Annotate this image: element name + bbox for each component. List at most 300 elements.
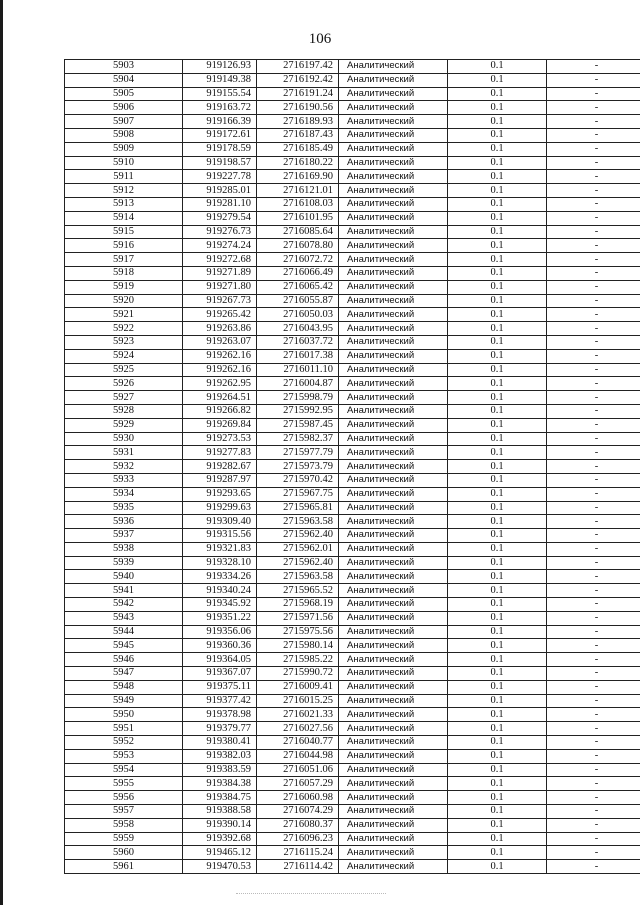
x-coordinate-cell: 919315.56 <box>183 529 257 543</box>
y-coordinate-cell: 2715987.45 <box>257 418 339 432</box>
method-cell: Аналитический <box>339 653 448 667</box>
x-coordinate-cell: 919262.16 <box>183 363 257 377</box>
x-coordinate-cell: 919364.05 <box>183 653 257 667</box>
note-cell: - <box>547 542 640 556</box>
accuracy-cell: 0.1 <box>448 377 547 391</box>
table-row <box>65 749 640 763</box>
y-coordinate-cell: 2716096.23 <box>257 832 339 846</box>
point-number-cell: 5921 <box>65 308 183 322</box>
note-cell: - <box>547 749 640 763</box>
table-row <box>65 239 640 253</box>
accuracy-cell: 0.1 <box>448 667 547 681</box>
note-cell: - <box>547 473 640 487</box>
x-coordinate-cell: 919279.54 <box>183 211 257 225</box>
method-cell: Аналитический <box>339 101 448 115</box>
note-cell: - <box>547 73 640 87</box>
y-coordinate-cell: 2715962.01 <box>257 542 339 556</box>
note-cell: - <box>547 266 640 280</box>
note-cell: - <box>547 170 640 184</box>
note-cell: - <box>547 529 640 543</box>
note-cell: - <box>547 404 640 418</box>
method-cell: Аналитический <box>339 860 448 874</box>
accuracy-cell: 0.1 <box>448 749 547 763</box>
table-row <box>65 529 640 543</box>
note-cell: - <box>547 556 640 570</box>
point-number-cell: 5923 <box>65 335 183 349</box>
point-number-cell: 5911 <box>65 170 183 184</box>
point-number-cell: 5943 <box>65 611 183 625</box>
method-cell: Аналитический <box>339 556 448 570</box>
x-coordinate-cell: 919378.98 <box>183 708 257 722</box>
y-coordinate-cell: 2715963.58 <box>257 515 339 529</box>
point-number-cell: 5905 <box>65 87 183 101</box>
y-coordinate-cell: 2716040.77 <box>257 736 339 750</box>
method-cell: Аналитический <box>339 322 448 336</box>
point-number-cell: 5926 <box>65 377 183 391</box>
method-cell: Аналитический <box>339 418 448 432</box>
accuracy-cell: 0.1 <box>448 460 547 474</box>
note-cell: - <box>547 349 640 363</box>
method-cell: Аналитический <box>339 266 448 280</box>
scan-artifact <box>236 893 386 896</box>
note-cell: - <box>547 460 640 474</box>
accuracy-cell: 0.1 <box>448 515 547 529</box>
table-row <box>65 708 640 722</box>
accuracy-cell: 0.1 <box>448 584 547 598</box>
accuracy-cell: 0.1 <box>448 253 547 267</box>
point-number-cell: 5959 <box>65 832 183 846</box>
left-margin-rule <box>0 0 3 905</box>
x-coordinate-cell: 919149.38 <box>183 73 257 87</box>
note-cell: - <box>547 680 640 694</box>
x-coordinate-cell: 919265.42 <box>183 308 257 322</box>
x-coordinate-cell: 919360.36 <box>183 639 257 653</box>
x-coordinate-cell: 919271.89 <box>183 266 257 280</box>
table-row <box>65 653 640 667</box>
table-row <box>65 818 640 832</box>
method-cell: Аналитический <box>339 349 448 363</box>
x-coordinate-cell: 919271.80 <box>183 280 257 294</box>
y-coordinate-cell: 2716065.42 <box>257 280 339 294</box>
point-number-cell: 5941 <box>65 584 183 598</box>
note-cell: - <box>547 805 640 819</box>
note-cell: - <box>547 294 640 308</box>
point-number-cell: 5940 <box>65 570 183 584</box>
point-number-cell: 5957 <box>65 805 183 819</box>
accuracy-cell: 0.1 <box>448 418 547 432</box>
table-row <box>65 156 640 170</box>
method-cell: Аналитический <box>339 115 448 129</box>
table-row <box>65 860 640 874</box>
note-cell: - <box>547 142 640 156</box>
y-coordinate-cell: 2716037.72 <box>257 335 339 349</box>
accuracy-cell: 0.1 <box>448 432 547 446</box>
point-number-cell: 5952 <box>65 736 183 750</box>
point-number-cell: 5936 <box>65 515 183 529</box>
x-coordinate-cell: 919285.01 <box>183 184 257 198</box>
y-coordinate-cell: 2715971.56 <box>257 611 339 625</box>
table-row <box>65 791 640 805</box>
table-row <box>65 777 640 791</box>
table-row <box>65 611 640 625</box>
y-coordinate-cell: 2716017.38 <box>257 349 339 363</box>
y-coordinate-cell: 2715970.42 <box>257 473 339 487</box>
point-number-cell: 5960 <box>65 846 183 860</box>
y-coordinate-cell: 2715965.81 <box>257 501 339 515</box>
note-cell: - <box>547 515 640 529</box>
method-cell: Аналитический <box>339 128 448 142</box>
table-row <box>65 322 640 336</box>
point-number-cell: 5904 <box>65 73 183 87</box>
method-cell: Аналитический <box>339 791 448 805</box>
method-cell: Аналитический <box>339 335 448 349</box>
method-cell: Аналитический <box>339 363 448 377</box>
note-cell: - <box>547 598 640 612</box>
note-cell: - <box>547 128 640 142</box>
table-row <box>65 253 640 267</box>
point-number-cell: 5913 <box>65 197 183 211</box>
method-cell: Аналитический <box>339 749 448 763</box>
x-coordinate-cell: 919328.10 <box>183 556 257 570</box>
accuracy-cell: 0.1 <box>448 101 547 115</box>
table-row <box>65 473 640 487</box>
y-coordinate-cell: 2715998.79 <box>257 391 339 405</box>
table-row <box>65 446 640 460</box>
table-row <box>65 115 640 129</box>
note-cell: - <box>547 667 640 681</box>
point-number-cell: 5922 <box>65 322 183 336</box>
x-coordinate-cell: 919384.75 <box>183 791 257 805</box>
y-coordinate-cell: 2716190.56 <box>257 101 339 115</box>
point-number-cell: 5932 <box>65 460 183 474</box>
accuracy-cell: 0.1 <box>448 128 547 142</box>
point-number-cell: 5927 <box>65 391 183 405</box>
method-cell: Аналитический <box>339 598 448 612</box>
point-number-cell: 5935 <box>65 501 183 515</box>
table-row <box>65 294 640 308</box>
method-cell: Аналитический <box>339 777 448 791</box>
table-row <box>65 349 640 363</box>
table-row <box>65 101 640 115</box>
table-row <box>65 722 640 736</box>
method-cell: Аналитический <box>339 487 448 501</box>
y-coordinate-cell: 2716085.64 <box>257 225 339 239</box>
y-coordinate-cell: 2716011.10 <box>257 363 339 377</box>
method-cell: Аналитический <box>339 253 448 267</box>
x-coordinate-cell: 919272.68 <box>183 253 257 267</box>
table-row <box>65 460 640 474</box>
y-coordinate-cell: 2715992.95 <box>257 404 339 418</box>
point-number-cell: 5931 <box>65 446 183 460</box>
x-coordinate-cell: 919340.24 <box>183 584 257 598</box>
method-cell: Аналитический <box>339 694 448 708</box>
table-row <box>65 391 640 405</box>
x-coordinate-cell: 919356.06 <box>183 625 257 639</box>
y-coordinate-cell: 2715977.79 <box>257 446 339 460</box>
accuracy-cell: 0.1 <box>448 556 547 570</box>
accuracy-cell: 0.1 <box>448 211 547 225</box>
note-cell: - <box>547 418 640 432</box>
accuracy-cell: 0.1 <box>448 680 547 694</box>
method-cell: Аналитический <box>339 529 448 543</box>
method-cell: Аналитический <box>339 60 448 74</box>
note-cell: - <box>547 184 640 198</box>
table-row <box>65 308 640 322</box>
table-row <box>65 266 640 280</box>
note-cell: - <box>547 846 640 860</box>
table-row <box>65 487 640 501</box>
note-cell: - <box>547 791 640 805</box>
point-number-cell: 5920 <box>65 294 183 308</box>
point-number-cell: 5955 <box>65 777 183 791</box>
accuracy-cell: 0.1 <box>448 335 547 349</box>
note-cell: - <box>547 335 640 349</box>
table-body <box>65 60 640 874</box>
x-coordinate-cell: 919470.53 <box>183 860 257 874</box>
point-number-cell: 5912 <box>65 184 183 198</box>
note-cell: - <box>547 87 640 101</box>
x-coordinate-cell: 919367.07 <box>183 667 257 681</box>
y-coordinate-cell: 2716066.49 <box>257 266 339 280</box>
table-row <box>65 280 640 294</box>
table-row <box>65 170 640 184</box>
table-row <box>65 542 640 556</box>
table-row <box>65 667 640 681</box>
point-number-cell: 5907 <box>65 115 183 129</box>
method-cell: Аналитический <box>339 197 448 211</box>
note-cell: - <box>547 860 640 874</box>
note-cell: - <box>547 101 640 115</box>
accuracy-cell: 0.1 <box>448 322 547 336</box>
point-number-cell: 5909 <box>65 142 183 156</box>
accuracy-cell: 0.1 <box>448 722 547 736</box>
method-cell: Аналитический <box>339 391 448 405</box>
accuracy-cell: 0.1 <box>448 832 547 846</box>
table-row <box>65 598 640 612</box>
note-cell: - <box>547 501 640 515</box>
y-coordinate-cell: 2716185.49 <box>257 142 339 156</box>
method-cell: Аналитический <box>339 473 448 487</box>
accuracy-cell: 0.1 <box>448 391 547 405</box>
x-coordinate-cell: 919390.14 <box>183 818 257 832</box>
point-number-cell: 5933 <box>65 473 183 487</box>
point-number-cell: 5945 <box>65 639 183 653</box>
y-coordinate-cell: 2716114.42 <box>257 860 339 874</box>
table-row <box>65 501 640 515</box>
accuracy-cell: 0.1 <box>448 363 547 377</box>
x-coordinate-cell: 919126.93 <box>183 60 257 74</box>
method-cell: Аналитический <box>339 708 448 722</box>
y-coordinate-cell: 2715962.40 <box>257 529 339 543</box>
note-cell: - <box>547 197 640 211</box>
y-coordinate-cell: 2716055.87 <box>257 294 339 308</box>
y-coordinate-cell: 2715982.37 <box>257 432 339 446</box>
accuracy-cell: 0.1 <box>448 694 547 708</box>
x-coordinate-cell: 919281.10 <box>183 197 257 211</box>
method-cell: Аналитический <box>339 515 448 529</box>
x-coordinate-cell: 919166.39 <box>183 115 257 129</box>
accuracy-cell: 0.1 <box>448 818 547 832</box>
x-coordinate-cell: 919380.41 <box>183 736 257 750</box>
y-coordinate-cell: 2715962.40 <box>257 556 339 570</box>
x-coordinate-cell: 919293.65 <box>183 487 257 501</box>
x-coordinate-cell: 919273.53 <box>183 432 257 446</box>
y-coordinate-cell: 2716021.33 <box>257 708 339 722</box>
note-cell: - <box>547 584 640 598</box>
point-number-cell: 5903 <box>65 60 183 74</box>
y-coordinate-cell: 2716044.98 <box>257 749 339 763</box>
y-coordinate-cell: 2716027.56 <box>257 722 339 736</box>
y-coordinate-cell: 2716192.42 <box>257 73 339 87</box>
y-coordinate-cell: 2716051.06 <box>257 763 339 777</box>
point-number-cell: 5947 <box>65 667 183 681</box>
method-cell: Аналитический <box>339 611 448 625</box>
accuracy-cell: 0.1 <box>448 404 547 418</box>
table-row <box>65 515 640 529</box>
y-coordinate-cell: 2716078.80 <box>257 239 339 253</box>
point-number-cell: 5934 <box>65 487 183 501</box>
method-cell: Аналитический <box>339 170 448 184</box>
accuracy-cell: 0.1 <box>448 777 547 791</box>
note-cell: - <box>547 115 640 129</box>
x-coordinate-cell: 919266.82 <box>183 404 257 418</box>
note-cell: - <box>547 763 640 777</box>
accuracy-cell: 0.1 <box>448 446 547 460</box>
y-coordinate-cell: 2715973.79 <box>257 460 339 474</box>
x-coordinate-cell: 919379.77 <box>183 722 257 736</box>
method-cell: Аналитический <box>339 280 448 294</box>
point-number-cell: 5918 <box>65 266 183 280</box>
y-coordinate-cell: 2716121.01 <box>257 184 339 198</box>
accuracy-cell: 0.1 <box>448 142 547 156</box>
accuracy-cell: 0.1 <box>448 791 547 805</box>
page-number: 106 <box>308 31 332 47</box>
note-cell: - <box>547 570 640 584</box>
accuracy-cell: 0.1 <box>448 473 547 487</box>
x-coordinate-cell: 919163.72 <box>183 101 257 115</box>
y-coordinate-cell: 2715968.19 <box>257 598 339 612</box>
point-number-cell: 5916 <box>65 239 183 253</box>
x-coordinate-cell: 919334.26 <box>183 570 257 584</box>
point-number-cell: 5944 <box>65 625 183 639</box>
method-cell: Аналитический <box>339 211 448 225</box>
point-number-cell: 5928 <box>65 404 183 418</box>
y-coordinate-cell: 2716191.24 <box>257 87 339 101</box>
y-coordinate-cell: 2716180.22 <box>257 156 339 170</box>
y-coordinate-cell: 2716189.93 <box>257 115 339 129</box>
method-cell: Аналитический <box>339 542 448 556</box>
method-cell: Аналитический <box>339 156 448 170</box>
table-row <box>65 805 640 819</box>
y-coordinate-cell: 2716080.37 <box>257 818 339 832</box>
table-row <box>65 335 640 349</box>
point-number-cell: 5924 <box>65 349 183 363</box>
note-cell: - <box>547 377 640 391</box>
accuracy-cell: 0.1 <box>448 570 547 584</box>
y-coordinate-cell: 2716074.29 <box>257 805 339 819</box>
x-coordinate-cell: 919321.83 <box>183 542 257 556</box>
table-row <box>65 197 640 211</box>
table-row <box>65 418 640 432</box>
table-row <box>65 142 640 156</box>
y-coordinate-cell: 2716115.24 <box>257 846 339 860</box>
accuracy-cell: 0.1 <box>448 598 547 612</box>
table-row <box>65 211 640 225</box>
note-cell: - <box>547 625 640 639</box>
x-coordinate-cell: 919276.73 <box>183 225 257 239</box>
accuracy-cell: 0.1 <box>448 736 547 750</box>
accuracy-cell: 0.1 <box>448 653 547 667</box>
x-coordinate-cell: 919172.61 <box>183 128 257 142</box>
table-row <box>65 556 640 570</box>
accuracy-cell: 0.1 <box>448 763 547 777</box>
x-coordinate-cell: 919388.58 <box>183 805 257 819</box>
y-coordinate-cell: 2716050.03 <box>257 308 339 322</box>
method-cell: Аналитический <box>339 763 448 777</box>
y-coordinate-cell: 2716015.25 <box>257 694 339 708</box>
method-cell: Аналитический <box>339 308 448 322</box>
x-coordinate-cell: 919277.83 <box>183 446 257 460</box>
point-number-cell: 5917 <box>65 253 183 267</box>
point-number-cell: 5956 <box>65 791 183 805</box>
method-cell: Аналитический <box>339 818 448 832</box>
y-coordinate-cell: 2715990.72 <box>257 667 339 681</box>
accuracy-cell: 0.1 <box>448 542 547 556</box>
note-cell: - <box>547 280 640 294</box>
table-row <box>65 87 640 101</box>
x-coordinate-cell: 919267.73 <box>183 294 257 308</box>
y-coordinate-cell: 2715980.14 <box>257 639 339 653</box>
table-row <box>65 184 640 198</box>
point-number-cell: 5949 <box>65 694 183 708</box>
note-cell: - <box>547 487 640 501</box>
note-cell: - <box>547 156 640 170</box>
accuracy-cell: 0.1 <box>448 487 547 501</box>
point-number-cell: 5925 <box>65 363 183 377</box>
table-row <box>65 225 640 239</box>
method-cell: Аналитический <box>339 73 448 87</box>
note-cell: - <box>547 639 640 653</box>
note-cell: - <box>547 611 640 625</box>
y-coordinate-cell: 2715975.56 <box>257 625 339 639</box>
point-number-cell: 5939 <box>65 556 183 570</box>
point-number-cell: 5951 <box>65 722 183 736</box>
point-number-cell: 5906 <box>65 101 183 115</box>
x-coordinate-cell: 919351.22 <box>183 611 257 625</box>
x-coordinate-cell: 919274.24 <box>183 239 257 253</box>
method-cell: Аналитический <box>339 722 448 736</box>
table-row <box>65 404 640 418</box>
accuracy-cell: 0.1 <box>448 115 547 129</box>
table-row <box>65 680 640 694</box>
accuracy-cell: 0.1 <box>448 625 547 639</box>
method-cell: Аналитический <box>339 667 448 681</box>
accuracy-cell: 0.1 <box>448 156 547 170</box>
method-cell: Аналитический <box>339 805 448 819</box>
x-coordinate-cell: 919465.12 <box>183 846 257 860</box>
y-coordinate-cell: 2715985.22 <box>257 653 339 667</box>
method-cell: Аналитический <box>339 501 448 515</box>
note-cell: - <box>547 211 640 225</box>
point-number-cell: 5914 <box>65 211 183 225</box>
note-cell: - <box>547 446 640 460</box>
note-cell: - <box>547 239 640 253</box>
y-coordinate-cell: 2716057.29 <box>257 777 339 791</box>
point-number-cell: 5948 <box>65 680 183 694</box>
note-cell: - <box>547 391 640 405</box>
x-coordinate-cell: 919345.92 <box>183 598 257 612</box>
x-coordinate-cell: 919264.51 <box>183 391 257 405</box>
